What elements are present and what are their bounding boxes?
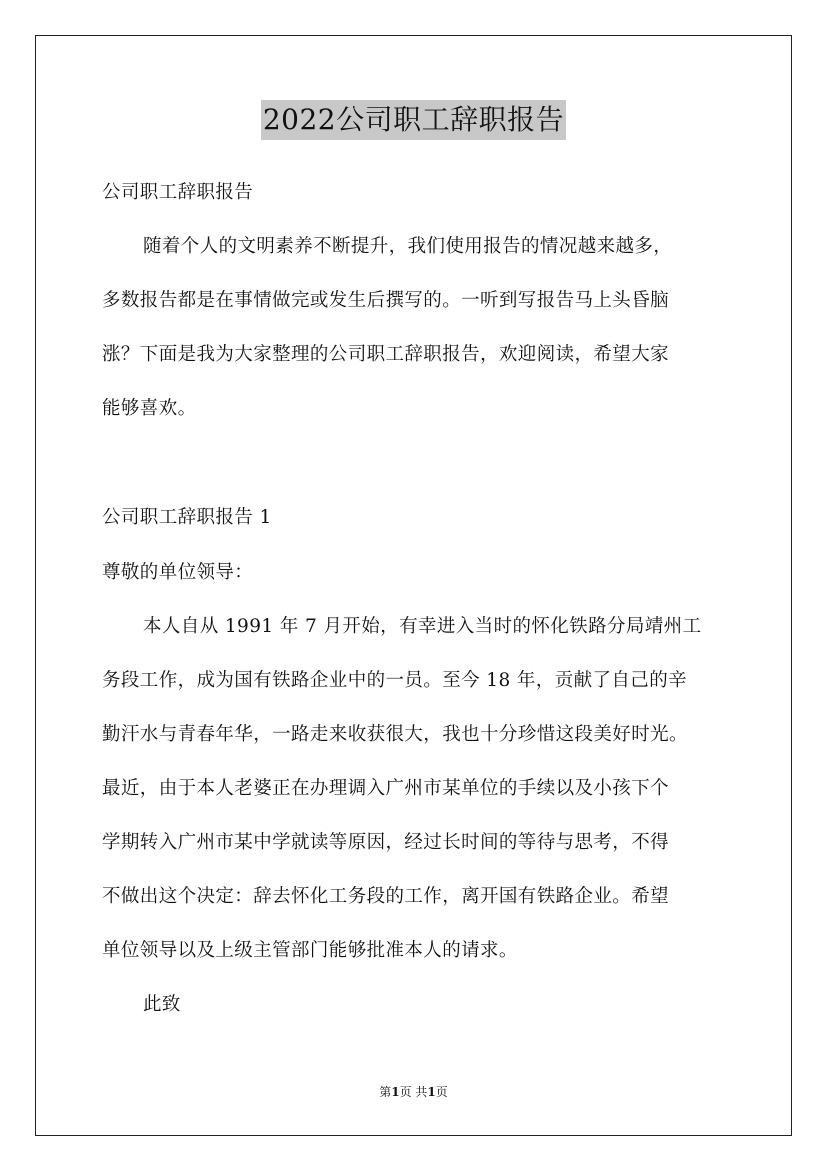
- body-line-2: 务段工作，成为国有铁路企业中的一员。至今 18 年，贡献了自己的辛: [102, 670, 688, 691]
- body-line-3: 勤汗水与青春年华，一路走来收获很大，我也十分珍惜这段美好时光。: [102, 724, 688, 745]
- footer-page-total: 1: [427, 1085, 436, 1099]
- salutation: 尊敬的单位领导：: [102, 562, 254, 583]
- body-line-5: 学期转入广州市某中学就读等原因，经过长时间的等待与思考，不得: [102, 832, 670, 853]
- intro-heading: 公司职工辞职报告: [102, 182, 254, 203]
- body-line-6: 不做出这个决定：辞去怀化工务段的工作，离开国有铁路企业。希望: [102, 886, 670, 907]
- intro-line-1: 随着个人的文明素养不断提升，我们使用报告的情况越来越多，: [143, 236, 673, 257]
- body-line-1: 本人自从 1991 年 7 月开始，有幸进入当时的怀化铁路分局靖州工: [143, 616, 702, 637]
- footer-prefix: 第: [379, 1085, 392, 1099]
- footer-suffix: 页: [435, 1085, 448, 1099]
- title-wrap: [0, 100, 827, 140]
- footer-page-number: 1: [391, 1085, 400, 1099]
- footer-mid: 页 共: [399, 1085, 428, 1099]
- intro-line-4: 能够喜欢。: [102, 398, 197, 419]
- closing: 此致: [143, 994, 181, 1015]
- document-title: 2022公司职工辞职报告: [261, 100, 566, 140]
- page-footer: [0, 1084, 827, 1100]
- intro-line-2: 多数报告都是在事情做完或发生后撰写的。一听到写报告马上头昏脑: [102, 290, 670, 311]
- section-heading: 公司职工辞职报告 1: [102, 507, 272, 528]
- body-line-4: 最近，由于本人老婆正在办理调入广州市某单位的手续以及小孩下个: [102, 778, 670, 799]
- body-line-7: 单位领导以及上级主管部门能够批准本人的请求。: [102, 940, 518, 961]
- intro-line-3: 涨？下面是我为大家整理的公司职工辞职报告，欢迎阅读，希望大家: [102, 344, 670, 365]
